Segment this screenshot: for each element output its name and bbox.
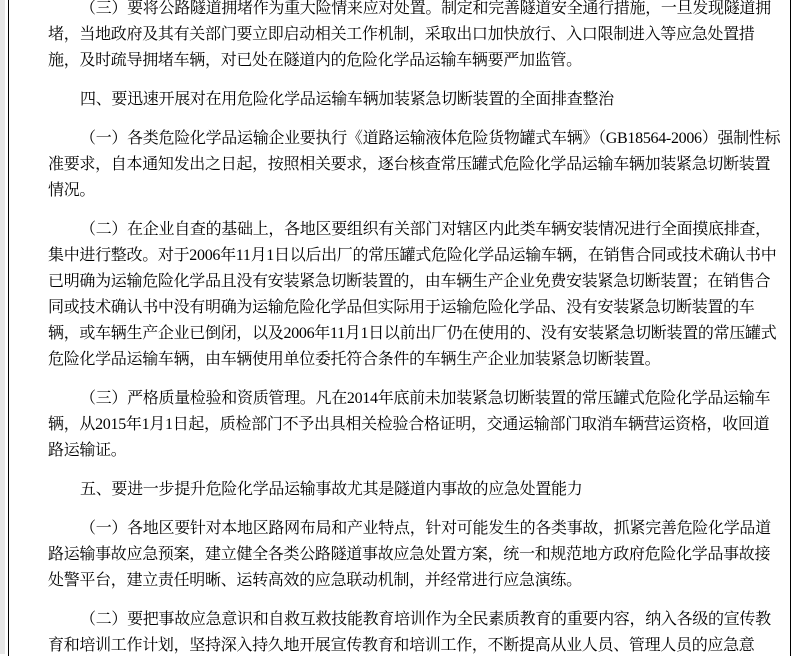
- body-paragraph: （一）各类危险化学品运输企业要执行《道路运输液体危险货物罐式车辆》（GB18564-2006）强制性标准要求，自本通知发出之日起，按照相关要求，逐台核查常压罐式危险化学品运输车辆加装紧急切断装置情况。: [48, 130, 781, 199]
- document-page: [8, 0, 791, 656]
- body-paragraph: （二）在企业自查的基础上，各地区要组织有关部门对辖区内此类车辆安装情况进行全面摸底排查，集中进行整改。对于2006年11月1日以后出厂的常压罐式危险化学品运输车辆，在销售合同或技术确认书中已明确为运输危险化学品且没有安装紧急切断装置的，由车辆生产企业免费安装紧急切断装置；在销售合同或技术确认书中没有明确为运输危险化学品但实际用于运输危险化学品、没有安装紧急切断装置的车辆，或车辆生产企业已倒闭，以及2006年11月1日以前出厂仍在使用的、没有安装紧急切断装置的常压罐式危险化学品运输车辆，由车辆使用单位委托符合条件的车辆生产企业加装紧急切断装置。: [48, 221, 777, 368]
- window-left-edge-strip: [0, 0, 5, 654]
- body-paragraph: （三）要将公路隧道拥堵作为重大险情来应对处置。制定和完善隧道安全通行措施，一旦发现隧道拥堵，当地政府及其有关部门要立即启动相关工作机制，采取出口加快放行、入口限制进入等应急处置措施，及时疏导拥堵车辆，对已处在隧道内的危险化学品运输车辆要严加监管。: [48, 0, 771, 69]
- body-paragraph: （一）各地区要针对本地区路网布局和产业特点，针对可能发生的各类事故，抓紧完善危险化学品道路运输事故应急预案，建立健全各类公路隧道事故应急处置方案，统一和规范地方政府危险化学品事故接处警平台，建立责任明晰、运转高效的应急联动机制，并经常进行应急演练。: [48, 520, 771, 589]
- body-paragraph: （三）严格质量检验和资质管理。凡在2014年底前未加装紧急切断装置的常压罐式危险化学品运输车辆，从2015年1月1日起，质检部门不予出具相关检验合格证明，交通运输部门取消车辆营运资格，收回道路运输证。: [48, 390, 771, 459]
- document-content: [9, 0, 790, 656]
- body-paragraph: （二）要把事故应急意识和自救互救技能教育培训作为全民素质教育的重要内容，纳入各级的宣传教育和培训工作计划，坚持深入持久地开展宣传教育和培训工作，不断提高从业人员、管理人员的应急意: [48, 611, 771, 654]
- section-heading: 五、要进一步提升危险化学品运输事故尤其是隧道内事故的应急处置能力: [80, 481, 583, 498]
- section-heading: 四、要迅速开展对在用危险化学品运输车辆加装紧急切断装置的全面排查整治: [80, 91, 614, 108]
